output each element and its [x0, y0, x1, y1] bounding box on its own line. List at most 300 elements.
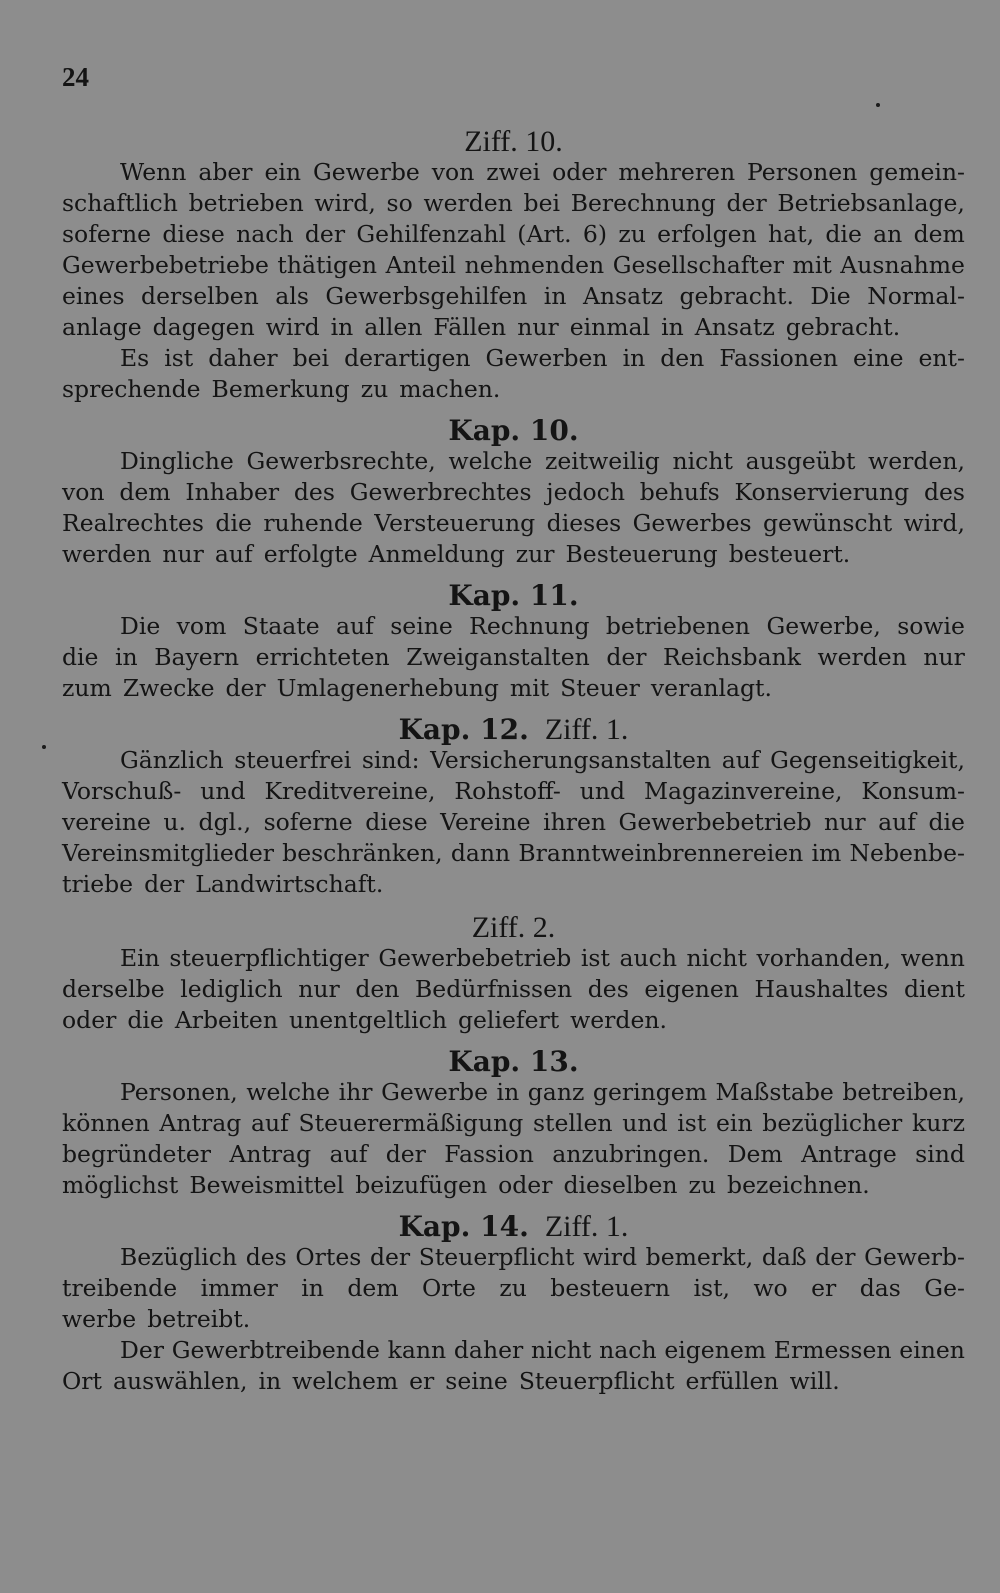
word: Gegenseitigkeit, — [770, 746, 965, 774]
word: behufs — [639, 478, 720, 506]
word: dient — [903, 975, 965, 1003]
text-line — [62, 539, 965, 570]
text-line — [62, 673, 965, 704]
word: den — [355, 975, 400, 1003]
word: er — [811, 1274, 837, 1302]
word: auf — [878, 808, 916, 836]
word: derselbe — [62, 975, 165, 1003]
word: nehmenden — [464, 251, 605, 279]
text-line-words — [62, 869, 965, 900]
text-line — [62, 157, 965, 188]
word: in — [301, 1274, 324, 1302]
text-line-words — [62, 1242, 965, 1273]
section-heading-label: Kap. 14. — [398, 1210, 529, 1243]
text-line — [62, 343, 965, 374]
text-line-words — [62, 374, 965, 405]
word: vereine — [62, 808, 151, 836]
word: Konsum- — [861, 777, 965, 805]
word: Dem — [727, 1140, 783, 1168]
word: eine — [853, 344, 904, 372]
word: ist, — [693, 1274, 730, 1302]
text-line — [62, 1170, 965, 1201]
word: Ge- — [924, 1274, 965, 1302]
word: Ausnahme — [840, 251, 965, 279]
word: nicht — [672, 447, 733, 475]
word: im — [811, 839, 842, 867]
word: auf — [214, 540, 253, 568]
text-line — [62, 1108, 965, 1139]
word: Ansatz — [582, 282, 663, 310]
word: Gewerbebetriebe — [62, 251, 269, 279]
text-line — [62, 477, 965, 508]
text-line — [62, 745, 965, 776]
word: den — [660, 344, 705, 372]
word: Beweismittel — [189, 1171, 345, 1199]
word: u. — [163, 808, 187, 836]
word: allen — [364, 313, 423, 341]
word: Ein — [120, 944, 160, 972]
text-line-words — [62, 1170, 965, 1201]
word: (Art. — [517, 220, 572, 248]
word: 6) — [582, 220, 608, 248]
word: auch — [619, 944, 677, 972]
word: werbe — [62, 1305, 137, 1333]
word: auf — [336, 612, 374, 640]
word: zu — [618, 220, 646, 248]
word: von — [62, 478, 105, 506]
word: eigenem — [664, 1336, 767, 1364]
text-line — [62, 642, 965, 673]
word: Ort — [62, 1367, 102, 1395]
word: anlage — [62, 313, 142, 341]
word: dieses — [546, 509, 622, 537]
word: Orte — [422, 1274, 476, 1302]
word: nach — [599, 1336, 657, 1364]
section-heading — [62, 580, 965, 611]
word: betreibt. — [147, 1305, 251, 1333]
word: Besteuerung — [565, 540, 718, 568]
word: und — [579, 777, 626, 805]
text-line-words — [62, 1366, 965, 1397]
text-line-words — [62, 157, 965, 188]
word: Steuerpflicht — [518, 1367, 675, 1395]
word: Branntweinbrennereien — [518, 839, 804, 867]
word: mit — [792, 251, 832, 279]
word: auswählen, — [112, 1367, 248, 1395]
word: Arbeiten — [174, 1006, 278, 1034]
word: auf — [721, 746, 760, 774]
paragraph — [62, 745, 965, 900]
text-line-words — [62, 477, 965, 508]
paragraph — [62, 446, 965, 570]
text-line — [62, 974, 965, 1005]
text-line-words — [62, 745, 965, 776]
word: ihr — [338, 1078, 373, 1106]
word: zeitweilig — [544, 447, 660, 475]
text-line-words — [62, 1304, 965, 1335]
word: des — [245, 1243, 287, 1271]
word: wird — [265, 313, 320, 341]
word: treibende — [62, 1274, 178, 1302]
word: zum — [62, 674, 112, 702]
word: eines — [62, 282, 125, 310]
word: welche — [448, 447, 533, 475]
text-line — [62, 1242, 965, 1273]
word: stellen — [533, 1109, 613, 1137]
word: Gewerbsgehilfen — [325, 282, 528, 310]
text-line-words — [62, 1273, 965, 1304]
text-line — [62, 807, 965, 838]
word: aber — [198, 158, 253, 186]
word: Gewerb- — [864, 1243, 965, 1271]
word: der — [304, 220, 346, 248]
word: sprechende — [62, 375, 201, 403]
page-body — [62, 126, 965, 1397]
text-line-words — [62, 219, 965, 250]
word: betreiben, — [842, 1078, 965, 1106]
word: ist — [677, 1109, 707, 1137]
word: Zweiganstalten — [406, 643, 590, 671]
text-line-words — [62, 508, 965, 539]
text-line — [62, 1077, 965, 1108]
word: Inhaber — [185, 478, 280, 506]
print-speck — [42, 745, 46, 749]
text-line — [62, 943, 965, 974]
word: Rohstoff- — [454, 777, 561, 805]
word: Fassion — [444, 1140, 534, 1168]
word: wird, — [903, 509, 965, 537]
section-subheading-label: Ziff. 1. — [544, 713, 629, 746]
word: oder — [62, 1006, 117, 1034]
word: Rechnung — [469, 612, 590, 640]
paragraph — [62, 343, 965, 405]
paragraph — [62, 1335, 965, 1397]
word: zwei — [486, 158, 541, 186]
word: Gewerbes — [632, 509, 752, 537]
word: ist — [164, 344, 194, 372]
word: Der — [120, 1336, 164, 1364]
text-line — [62, 869, 965, 900]
word: Berechnung — [570, 189, 716, 217]
word: Normal- — [867, 282, 965, 310]
word: werden — [62, 540, 152, 568]
word: vorhanden, — [756, 944, 892, 972]
word: ganz — [527, 1078, 585, 1106]
text-line — [62, 374, 965, 405]
word: nur — [923, 643, 965, 671]
word: Versteuerung — [374, 509, 536, 537]
word: Vorschuß- — [62, 777, 182, 805]
word: will. — [789, 1367, 840, 1395]
paragraph — [62, 157, 965, 343]
word: in — [496, 1078, 520, 1106]
word: Gewerbe — [381, 1078, 488, 1106]
word: Landwirtschaft. — [195, 870, 384, 898]
word: soferne — [62, 220, 152, 248]
word: werden. — [570, 1006, 667, 1034]
word: das — [859, 1274, 901, 1302]
word: Ansatz — [694, 313, 775, 341]
word: Bezüglich — [120, 1243, 238, 1271]
word: sind — [915, 1140, 965, 1168]
word: in — [115, 643, 138, 671]
word: dgl., — [198, 808, 252, 836]
text-line — [62, 1139, 965, 1170]
word: seine — [445, 1367, 508, 1395]
word: ist — [580, 944, 610, 972]
word: begründeter — [62, 1140, 212, 1168]
text-line — [62, 838, 965, 869]
word: von — [431, 158, 475, 186]
text-line-words — [62, 1335, 965, 1366]
word: ihren — [543, 808, 607, 836]
section-heading-label: Kap. 12. — [398, 713, 529, 746]
word: kann — [387, 1336, 447, 1364]
word: veranlagt. — [650, 674, 772, 702]
text-line-words — [62, 312, 965, 343]
word: Gewerbe, — [766, 612, 881, 640]
word: vom — [176, 612, 227, 640]
text-line — [62, 1273, 965, 1304]
text-line — [62, 508, 965, 539]
word: einen — [899, 1336, 965, 1364]
word: Steuer — [560, 674, 640, 702]
word: triebe — [62, 870, 134, 898]
word: Anmeldung — [368, 540, 505, 568]
word: Es — [120, 344, 150, 372]
word: Gewerbrechtes — [349, 478, 532, 506]
word: nach — [236, 220, 294, 248]
print-speck — [876, 103, 880, 107]
word: ein — [264, 158, 302, 186]
word: Gewerbebetrieb — [618, 808, 812, 836]
word: Ortes — [295, 1243, 362, 1271]
word: Versicherungsanstalten — [430, 746, 712, 774]
paragraph — [62, 1077, 965, 1201]
word: steuerfrei — [234, 746, 352, 774]
paragraph — [62, 943, 965, 1036]
word: und — [200, 777, 246, 805]
text-line — [62, 250, 965, 281]
section-heading — [62, 1211, 965, 1242]
word: möglichst — [62, 1171, 179, 1199]
word: Realrechtes — [62, 509, 204, 537]
text-line-words — [62, 838, 965, 869]
word: ent- — [918, 344, 965, 372]
word: besteuern — [550, 1274, 671, 1302]
word: Wenn — [120, 158, 187, 186]
word: nur — [824, 808, 866, 836]
word: gebracht. — [679, 282, 794, 310]
page-number: 24 — [62, 62, 89, 92]
word: derartigen — [344, 344, 471, 372]
word: Gewerbe — [312, 158, 420, 186]
word: können — [62, 1109, 150, 1137]
word: besteuert. — [728, 540, 851, 568]
section-heading — [62, 415, 965, 446]
text-line-words — [62, 807, 965, 838]
word: Magazinvereine, — [643, 777, 843, 805]
word: geliefert — [457, 1006, 560, 1034]
word: schaftlich — [62, 189, 178, 217]
word: daß — [761, 1243, 807, 1271]
section-heading — [62, 714, 965, 745]
word: beschränken, — [282, 839, 443, 867]
word: zur — [515, 540, 555, 568]
word: Antrage — [801, 1140, 897, 1168]
word: Umlagenerhebung — [276, 674, 499, 702]
section-heading — [62, 912, 965, 943]
text-line-words — [62, 281, 965, 312]
section-heading-label: Kap. 10. — [448, 414, 579, 447]
word: in — [622, 344, 646, 372]
word: nicht — [686, 944, 747, 972]
word: betrieben — [188, 189, 304, 217]
word: nur — [298, 975, 340, 1003]
section-heading-label: Ziff. 2. — [471, 911, 556, 944]
word: bei — [292, 344, 330, 372]
word: werden, — [868, 447, 965, 475]
word: Vereinsmitglieder — [62, 839, 274, 867]
text-line — [62, 1005, 965, 1036]
word: Gänzlich — [120, 746, 224, 774]
word: sowie — [897, 612, 965, 640]
word: hat, — [768, 220, 815, 248]
word: der — [369, 1243, 411, 1271]
section-heading-label: Kap. 11. — [448, 579, 579, 612]
word: diese — [162, 220, 225, 248]
word: dem — [913, 220, 965, 248]
word: und — [622, 1109, 668, 1137]
word: gewünscht — [763, 509, 893, 537]
word: Steuerpflicht — [418, 1243, 575, 1271]
word: Staate — [242, 612, 320, 640]
word: wird — [583, 1243, 638, 1271]
text-line-words — [62, 188, 965, 219]
word: geringem — [592, 1078, 707, 1106]
word: die — [215, 509, 252, 537]
word: Gehilfenzahl — [356, 220, 506, 248]
section-heading-label: Ziff. 10. — [464, 125, 563, 158]
word: erfolgte — [263, 540, 358, 568]
word: daher — [208, 344, 278, 372]
word: nur — [517, 313, 559, 341]
text-line-words — [62, 673, 965, 704]
word: die — [928, 808, 965, 836]
word: so — [386, 189, 413, 217]
word: auf — [250, 1109, 289, 1137]
word: einmal — [569, 313, 651, 341]
word: machen. — [399, 375, 501, 403]
word: wenn — [900, 944, 965, 972]
word: ein — [716, 1109, 753, 1137]
word: ausgeübt — [745, 447, 856, 475]
word: Gewerben — [485, 344, 608, 372]
word: die — [62, 643, 99, 671]
word: oder — [498, 1171, 553, 1199]
text-line — [62, 188, 965, 219]
word: Personen — [747, 158, 858, 186]
text-line — [62, 312, 965, 343]
word: als — [275, 282, 309, 310]
word: lediglich — [180, 975, 283, 1003]
word: beizufügen — [355, 1171, 488, 1199]
word: Vereine — [440, 808, 531, 836]
word: steuerpflichtiger — [169, 944, 369, 972]
word: Steuerermäßigung — [298, 1109, 524, 1137]
word: des — [923, 478, 965, 506]
word: der — [225, 674, 266, 702]
word: in — [543, 282, 567, 310]
word: der — [815, 1243, 856, 1271]
text-line-words — [62, 611, 965, 642]
word: Antrag — [159, 1109, 242, 1137]
word: in — [330, 313, 354, 341]
text-line-words — [62, 1005, 965, 1036]
word: er — [409, 1367, 435, 1395]
text-line-words — [62, 776, 965, 807]
word: Die — [810, 282, 851, 310]
word: an — [873, 220, 903, 248]
word: Ermessen — [773, 1336, 892, 1364]
word: diese — [365, 808, 428, 836]
word: welche — [246, 1078, 331, 1106]
section-heading — [62, 1046, 965, 1077]
word: derselben — [141, 282, 259, 310]
word: jedoch — [546, 478, 625, 506]
word: dagegen — [152, 313, 255, 341]
word: wo — [753, 1274, 788, 1302]
text-line — [62, 219, 965, 250]
word: errichteten — [255, 643, 390, 671]
text-line-words — [62, 250, 965, 281]
word: werden — [817, 643, 907, 671]
text-line — [62, 1304, 965, 1335]
word: Betriebsanlage, — [777, 189, 965, 217]
word: nur — [162, 540, 204, 568]
text-line — [62, 446, 965, 477]
word: auf — [329, 1140, 368, 1168]
word: des — [293, 478, 335, 506]
word: oder — [552, 158, 607, 186]
text-line — [62, 281, 965, 312]
word: Maßstabe — [715, 1078, 834, 1106]
word: bei — [523, 189, 560, 217]
word: dem — [347, 1274, 399, 1302]
text-line-words — [62, 943, 965, 974]
text-line — [62, 1366, 965, 1397]
word: zu — [360, 375, 389, 403]
word: in — [258, 1367, 282, 1395]
word: dann — [450, 839, 511, 867]
word: zu — [688, 1171, 717, 1199]
word: mehreren — [618, 158, 736, 186]
word: Bedürfnissen — [415, 975, 573, 1003]
word: betriebenen — [605, 612, 751, 640]
word: daher — [453, 1336, 524, 1364]
word: dem — [119, 478, 171, 506]
word: soferne — [263, 808, 353, 836]
word: seine — [390, 612, 453, 640]
word: Dingliche — [120, 447, 234, 475]
word: der — [144, 870, 185, 898]
word: werden — [423, 189, 513, 217]
word: Gewerbebetrieb — [378, 944, 572, 972]
text-line — [62, 776, 965, 807]
word: des — [587, 975, 629, 1003]
word: Antrag — [229, 1140, 312, 1168]
text-line-words — [62, 539, 965, 570]
